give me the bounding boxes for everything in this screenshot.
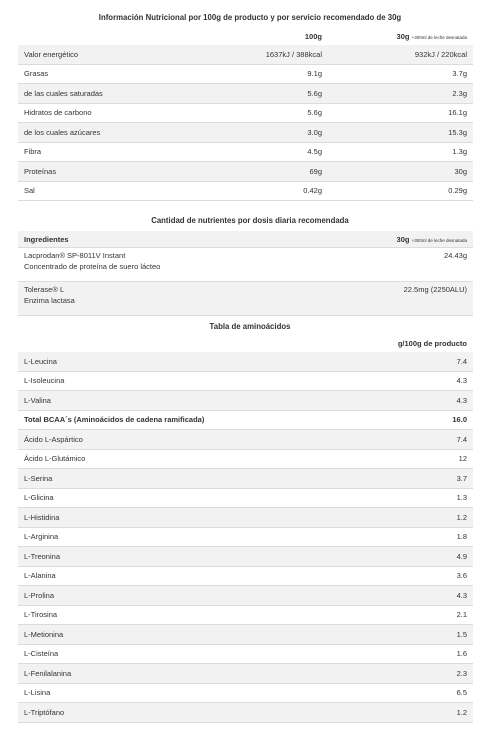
nutrition-row	[18, 162, 473, 182]
amino-value: 4.3	[373, 371, 473, 391]
nutrient-value-30g: 30g	[328, 162, 473, 182]
nutrition-row	[18, 142, 473, 162]
amino-name: Ácido L-Glutámico	[18, 449, 373, 469]
nutrient-label: Fibra	[18, 142, 203, 162]
ingredient-description: Enzima lactasa	[24, 296, 75, 305]
amino-value: 1.2	[373, 703, 473, 723]
amino-value: 4.9	[373, 547, 473, 567]
amino-row	[18, 644, 473, 664]
amino-name: L-Metionina	[18, 625, 373, 645]
amino-name: L-Serina	[18, 469, 373, 489]
nutrient-value-100g: 69g	[203, 162, 328, 182]
amino-row	[18, 508, 473, 528]
amino-value: 16.0	[373, 410, 473, 430]
amino-value: 7.4	[373, 352, 473, 371]
amino-row	[18, 547, 473, 567]
nutrient-value-30g: 1.3g	[328, 142, 473, 162]
nutrition-title: Información Nutricional por 100g de producto y por servicio recomendado de 30g	[98, 13, 402, 22]
amino-row	[18, 605, 473, 625]
ingredients-header-label: Ingredientes	[18, 231, 318, 248]
amino-name: L-Valina	[18, 391, 373, 411]
nutrition-row	[18, 64, 473, 84]
nutrient-value-100g: 5.6g	[203, 84, 328, 104]
amino-row	[18, 371, 473, 391]
nutrient-value-100g: 4.5g	[203, 142, 328, 162]
amino-name: L-Cisteína	[18, 644, 373, 664]
amino-value: 12	[373, 449, 473, 469]
ingredient-name: Lacprodan® SP-8011V Instant	[24, 251, 126, 260]
nutrition-col-30g	[328, 28, 473, 45]
nutrition-row	[18, 84, 473, 104]
amino-title: Tabla de aminoácidos	[209, 322, 291, 331]
amino-row	[18, 703, 473, 723]
nutrient-label: de los cuales azúcares	[18, 123, 203, 143]
amino-row	[18, 527, 473, 547]
ingredients-table	[18, 231, 473, 316]
amino-row	[18, 449, 473, 469]
ingredient-value: 22.5mg (2250ALU)	[318, 282, 473, 316]
amino-row	[18, 469, 473, 489]
ingredient-cell	[18, 282, 318, 316]
amino-row	[18, 664, 473, 684]
nutrition-row	[18, 45, 473, 64]
amino-value: 3.6	[373, 566, 473, 586]
nutrient-value-30g: 15.3g	[328, 123, 473, 143]
amino-row	[18, 683, 473, 703]
amino-name: L-Glicina	[18, 488, 373, 508]
nutrition-row	[18, 123, 473, 143]
ingredients-title: Cantidad de nutrientes por dosis diaria recomendada	[151, 216, 349, 225]
ingredient-value: 24.43g	[318, 248, 473, 282]
ingredient-row	[18, 248, 473, 282]
nutrient-label: Valor energético	[18, 45, 203, 64]
nutrient-label: Hidratos de carbono	[18, 103, 203, 123]
amino-name: L-Isoleucina	[18, 371, 373, 391]
amino-name: Total BCAA´s (Aminoácidos de cadena ramificada)	[18, 410, 373, 430]
amino-value: 1.2	[373, 508, 473, 528]
nutrient-label: Sal	[18, 181, 203, 201]
amino-value: 1.3	[373, 488, 473, 508]
nutrition-header-empty	[18, 28, 203, 45]
amino-value: 1.6	[373, 644, 473, 664]
amino-value: 7.4	[373, 430, 473, 450]
amino-total-row	[18, 410, 473, 430]
amino-name: L-Alanina	[18, 566, 373, 586]
amino-table	[18, 335, 473, 723]
amino-name: Ácido L-Aspártico	[18, 430, 373, 450]
ingredient-description: Concentrado de proteína de suero lácteo	[24, 262, 161, 271]
nutrition-row	[18, 103, 473, 123]
nutrient-value-100g: 0.42g	[203, 181, 328, 201]
nutrient-label: de las cuales saturadas	[18, 84, 203, 104]
amino-row	[18, 352, 473, 371]
ingredient-row	[18, 282, 473, 316]
nutrient-value-100g: 5.6g	[203, 103, 328, 123]
ingredients-header-dose	[318, 231, 473, 248]
amino-name: L-Tirosina	[18, 605, 373, 625]
nutrition-col-30g-main: 30g	[396, 32, 410, 41]
nutrient-value-100g: 3.0g	[203, 123, 328, 143]
nutrient-value-30g: 0.29g	[328, 181, 473, 201]
nutrient-value-30g: 3.7g	[328, 64, 473, 84]
amino-name: L-Leucina	[18, 352, 373, 371]
amino-header-empty	[18, 335, 373, 352]
nutrient-label: Grasas	[18, 64, 203, 84]
amino-value: 3.7	[373, 469, 473, 489]
amino-name: L-Lisina	[18, 683, 373, 703]
nutrient-label: Proteínas	[18, 162, 203, 182]
amino-row	[18, 488, 473, 508]
ingredients-header-dose-main: 30g	[396, 234, 410, 244]
amino-row	[18, 430, 473, 450]
ingredient-cell	[18, 248, 318, 282]
nutrient-value-100g: 9.1g	[203, 64, 328, 84]
amino-header-row	[18, 335, 473, 352]
amino-value: 2.1	[373, 605, 473, 625]
amino-name: L-Treonina	[18, 547, 373, 567]
amino-row	[18, 391, 473, 411]
ingredients-header-dose-note: +300ml de leche desnatada	[411, 237, 467, 243]
nutrition-header-row	[18, 28, 473, 45]
nutrition-row	[18, 181, 473, 201]
nutrient-value-30g: 2.3g	[328, 84, 473, 104]
amino-row	[18, 586, 473, 606]
amino-value: 1.8	[373, 527, 473, 547]
nutrient-value-30g: 932kJ / 220kcal	[328, 45, 473, 64]
ingredients-header-row	[18, 231, 473, 248]
amino-value: 2.3	[373, 664, 473, 684]
amino-value: 4.3	[373, 586, 473, 606]
amino-name: L-Histidina	[18, 508, 373, 528]
amino-value: 4.3	[373, 391, 473, 411]
ingredient-name: Tolerase® L	[24, 285, 65, 294]
amino-value: 6.5	[373, 683, 473, 703]
nutrition-table	[18, 28, 473, 201]
amino-row	[18, 566, 473, 586]
nutrient-value-30g: 16.1g	[328, 103, 473, 123]
amino-unit-header: g/100g de producto	[397, 339, 467, 348]
amino-row	[18, 625, 473, 645]
nutrition-col-100g: 100g	[304, 32, 322, 41]
amino-name: L-Prolina	[18, 586, 373, 606]
nutrient-value-100g: 1637kJ / 388kcal	[203, 45, 328, 64]
amino-name: L-Arginina	[18, 527, 373, 547]
nutrition-col-30g-note: +300ml de leche desnatada	[411, 35, 467, 40]
amino-name: L-Fenilalanina	[18, 664, 373, 684]
amino-name: L-Triptófano	[18, 703, 373, 723]
amino-value: 1.5	[373, 625, 473, 645]
